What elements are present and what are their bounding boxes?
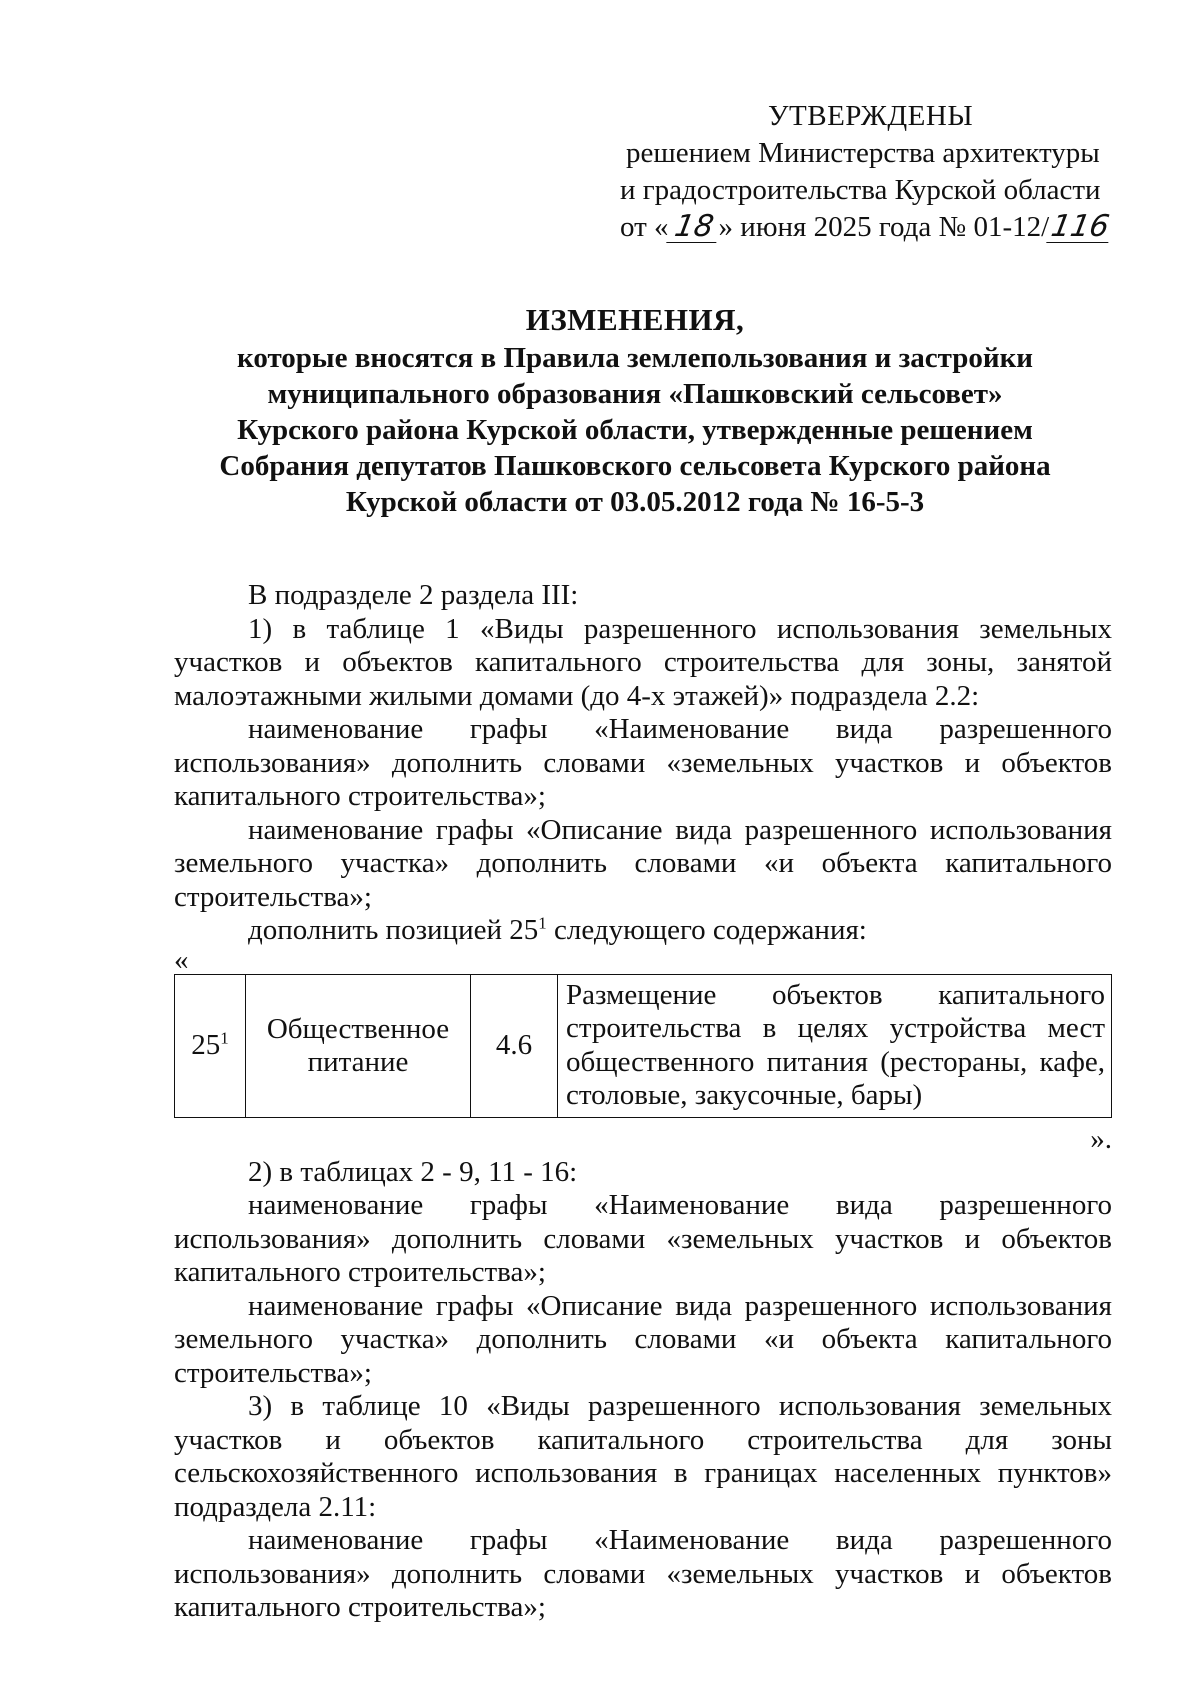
item-2a-paragraph: наименование графы «Наименование вида разрешенного использования» дополнить словами «земельных участков и объектов капитального строительства»; [174,1189,1112,1288]
cell-usage-code: 4.6 [471,974,558,1117]
title-main: ИЗМЕНЕНИЯ, [525,302,745,337]
document-title [170,302,1100,520]
table-row [175,974,1112,1117]
quote-open-mark: « [174,943,189,976]
item-1c-superscript: 1 [538,913,547,933]
title-line: Курской области от 03.05.2012 года № 16-5-3 [345,486,925,518]
item-1c-paragraph [174,914,1112,948]
item-1a-paragraph: наименование графы «Наименование вида разрешенного использования» дополнить словами «земельных участков и объектов капитального строительства»; [174,713,1112,812]
approval-title: УТВЕРЖДЕНЫ [768,100,974,132]
position-table [174,974,1112,1118]
approval-block [620,98,1120,246]
title-line: Собрания депутатов Пашковского сельсовета Курского района [219,450,1051,482]
item-1c-prefix: дополнить позицией 25 [248,914,539,946]
item-1-paragraph: 1) в таблице 1 «Виды разрешенного использования земельных участков и объектов капитального строительства для зоны, занятой малоэтажными жилыми домами (до 4-х этажей)» подраздела 2.2: [174,612,1112,712]
title-line: муниципального образования «Пашковский сельсовет» [267,378,1003,410]
approval-line-1: решением Министерства архитектуры [626,137,1100,169]
approval-line-2: и градостроительства Курской области [620,174,1101,206]
handwritten-day: 18 [666,212,721,243]
item-2-paragraph: 2) в таблицах 2 - 9, 11 - 16: [248,1155,578,1188]
quote-close-mark: ». [1090,1122,1112,1155]
approval-date-line [620,209,1120,246]
date-prefix: от « [620,211,669,243]
document-body [174,579,1112,1625]
cell-position-number [175,974,246,1117]
position-number-superscript: 1 [220,1028,229,1048]
item-1c-suffix: следующего содержания: [546,914,867,946]
cell-usage-name: Общественное питание [246,974,471,1117]
item-2b-paragraph: наименование графы «Описание вида разрешенного использования земельного участка» дополнить словами «и объекта капитального строительства»; [174,1289,1112,1389]
item-3-paragraph: 3) в таблице 10 «Виды разрешенного использования земельных участков и объектов капитального строительства для зоны сельскохозяйственного использования в границах населенных пунктов» подраздела 2.11: [174,1390,1112,1523]
position-number: 25 [191,1028,221,1061]
cell-usage-description: Размещение объектов капитального строительства в целях устройства мест общественного питания (рестораны, кафе, столовые, закусочные, бары) [558,974,1112,1117]
title-line: Курского района Курской области, утвержденные решением [237,414,1033,446]
intro-paragraph: В подразделе 2 раздела III: [248,579,579,611]
title-line: которые вносятся в Правила землепользования и застройки [237,342,1033,374]
handwritten-number: 116 [1046,212,1113,243]
item-1b-paragraph: наименование графы «Описание вида разрешенного использования земельного участка» дополнить словами «и объекта капитального строительства»; [174,813,1112,913]
date-middle: » июня 2025 года № 01-12/ [718,211,1050,243]
item-3a-paragraph: наименование графы «Наименование вида разрешенного использования» дополнить словами «земельных участков и объектов капитального строительства»; [174,1524,1112,1623]
